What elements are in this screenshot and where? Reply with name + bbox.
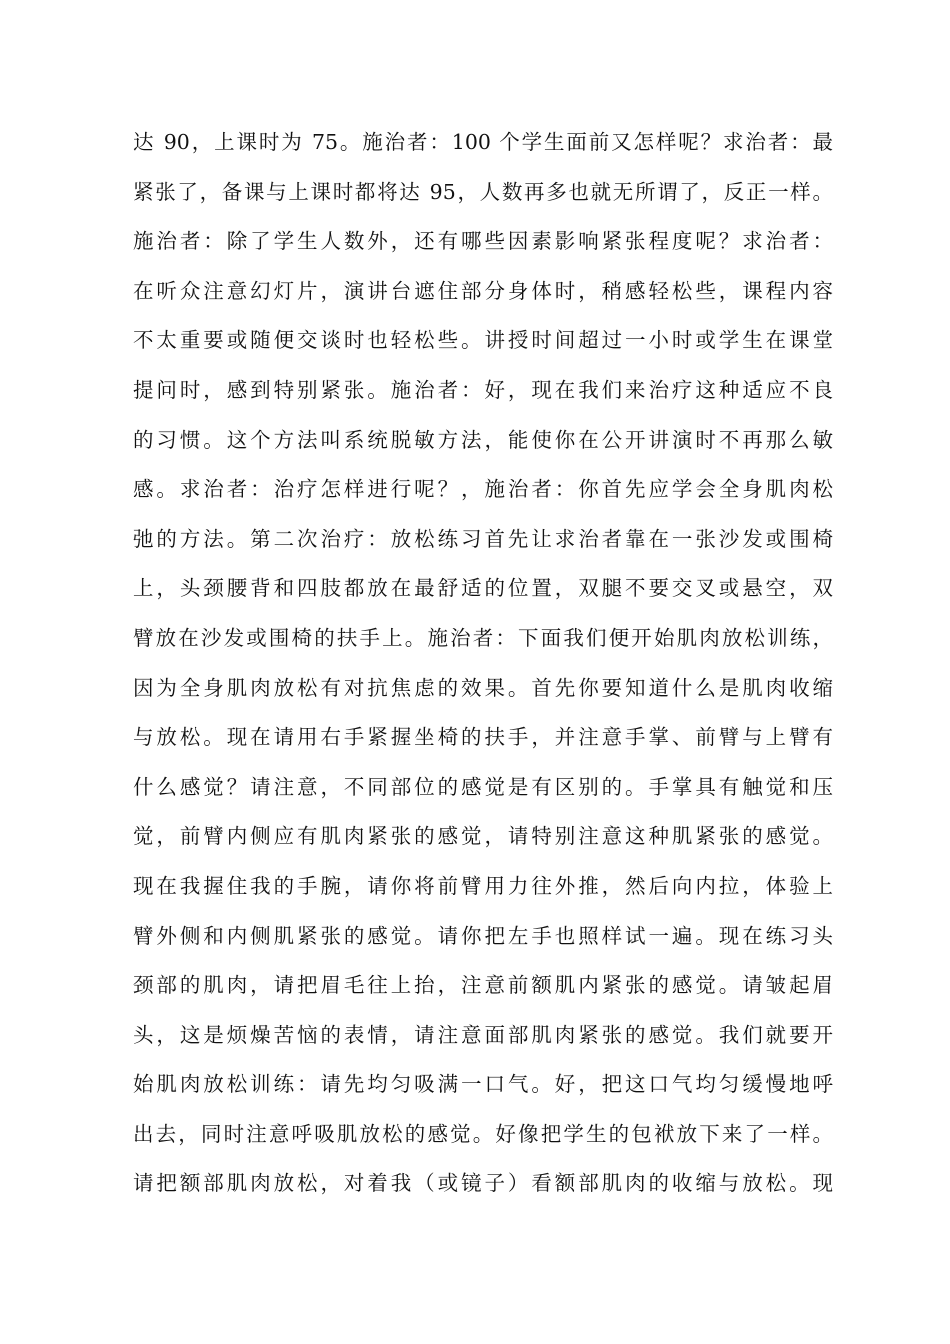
text-line: 因为全身肌肉放松有对抗焦虑的效果。首先你要知道什么是肌肉收缩	[133, 675, 833, 700]
text-line: 出去，同时注意呼吸肌放松的感觉。好像把学生的包袱放下来了一样。	[133, 1121, 833, 1146]
text-line: 弛的方法。第二次治疗：放松练习首先让求治者靠在一张沙发或围椅	[133, 526, 833, 551]
text-line: 在听众注意幻灯片，演讲台遮住部分身体时，稍感轻松些，课程内容	[133, 278, 833, 303]
text-line: 请把额部肌肉放松，对着我（或镜子）看额部肌肉的收缩与放松。现	[133, 1171, 833, 1196]
text-line: 不太重要或随便交谈时也轻松些。讲授时间超过一小时或学生在课堂	[133, 328, 833, 353]
text-line: 达 90，上课时为 75。施治者：100 个学生面前又怎样呢？求治者：最	[133, 130, 833, 154]
text-line: 提问时，感到特别紧张。施治者：好，现在我们来治疗这种适应不良	[133, 377, 833, 402]
text-line: 臂外侧和内侧肌紧张的感觉。请你把左手也照样试一遍。现在练习头	[133, 923, 833, 948]
text-line: 现在我握住我的手腕，请你将前臂用力往外推，然后向内拉，体验上	[133, 873, 833, 898]
text-line: 颈部的肌肉，请把眉毛往上抬，注意前额肌内紧张的感觉。请皱起眉	[133, 973, 833, 998]
text-line: 的习惯。这个方法叫系统脱敏方法，能使你在公开讲演时不再那么敏	[133, 427, 833, 452]
text-line: 上，头颈腰背和四肢都放在最舒适的位置，双腿不要交叉或悬空，双	[133, 576, 833, 601]
text-line: 与放松。现在请用右手紧握坐椅的扶手，并注意手掌、前臂与上臂有	[133, 725, 833, 750]
text-line: 始肌肉放松训练：请先均匀吸满一口气。好，把这口气均匀缓慢地呼	[133, 1072, 833, 1097]
text-line: 臂放在沙发或围椅的扶手上。施治者：下面我们便开始肌肉放松训练，	[133, 625, 833, 650]
text-line: 头，这是烦燥苦恼的表情，请注意面部肌肉紧张的感觉。我们就要开	[133, 1022, 833, 1047]
text-line: 什么感觉？请注意，不同部位的感觉是有区别的。手掌具有触觉和压	[133, 774, 833, 799]
text-line: 觉，前臂内侧应有肌肉紧张的感觉，请特别注意这种肌紧张的感觉。	[133, 824, 833, 849]
text-line: 感。求治者：治疗怎样进行呢？，施治者：你首先应学会全身肌肉松	[133, 477, 833, 502]
body-text	[133, 122, 833, 1213]
text-line: 紧张了，备课与上课时都将达 95，人数再多也就无所谓了，反正一样。	[133, 179, 833, 204]
text-line: 施治者：除了学生人数外，还有哪些因素影响紧张程度呢？求治者：	[133, 229, 833, 254]
